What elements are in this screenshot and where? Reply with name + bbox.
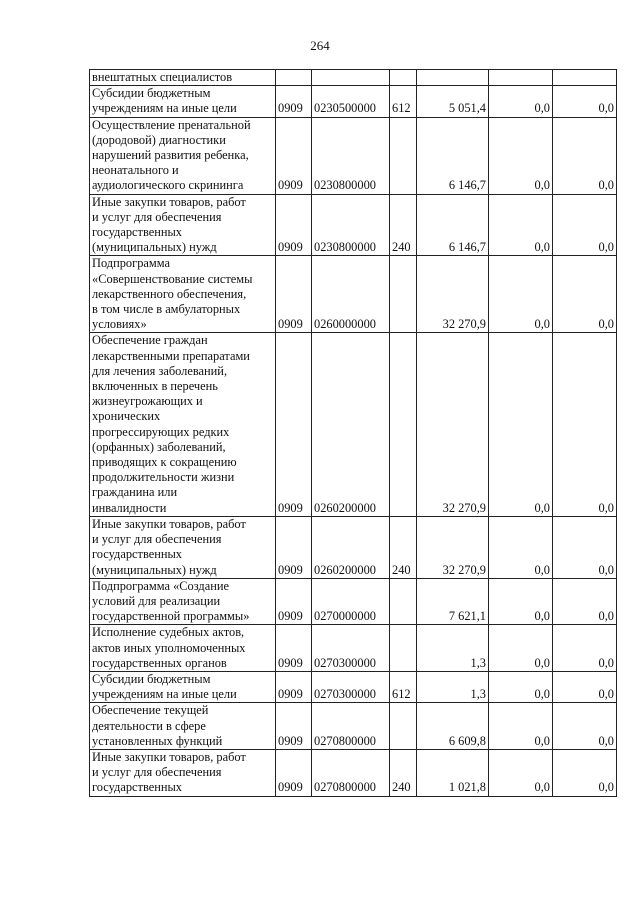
expense-type-cell: 612 bbox=[390, 671, 417, 702]
year3-amount-cell: 0,0 bbox=[553, 117, 617, 194]
item-name-line: Иные закупки товаров, работ bbox=[92, 516, 246, 531]
item-name-line: Иные закупки товаров, работ bbox=[92, 749, 246, 764]
expense-type-cell: 240 bbox=[390, 516, 417, 578]
year2-amount-cell: 0,0 bbox=[489, 749, 553, 796]
year2-amount-cell: 0,0 bbox=[489, 333, 553, 516]
item-name-line: государственных органов bbox=[92, 655, 227, 670]
year3-amount-cell: 0,0 bbox=[553, 671, 617, 702]
target-article-cell: 0270800000 bbox=[312, 749, 390, 796]
item-name-line: Субсидии бюджетным bbox=[92, 86, 211, 101]
item-name-cell bbox=[90, 70, 276, 86]
item-name-line: лекарственными препаратами bbox=[92, 348, 250, 363]
year3-amount-cell: 0,0 bbox=[553, 516, 617, 578]
year3-amount-cell: 0,0 bbox=[553, 333, 617, 516]
year2-amount-cell: 0,0 bbox=[489, 86, 553, 117]
item-name-line: актов иных уполномоченных bbox=[92, 640, 246, 655]
table-row bbox=[90, 625, 617, 672]
amount-cell: 1,3 bbox=[417, 671, 489, 702]
table-row bbox=[90, 333, 617, 516]
expense-type-cell bbox=[390, 70, 417, 86]
section-code-cell: 0909 bbox=[276, 256, 312, 333]
section-code-cell: 0909 bbox=[276, 578, 312, 625]
item-name-cell bbox=[90, 625, 276, 672]
table-row bbox=[90, 117, 617, 194]
item-name-line: государственной программы» bbox=[92, 609, 250, 624]
year3-amount-cell: 0,0 bbox=[553, 256, 617, 333]
target-article-cell: 0230800000 bbox=[312, 194, 390, 256]
item-name-cell bbox=[90, 117, 276, 194]
item-name-line: инвалидности bbox=[92, 500, 167, 515]
item-name-cell bbox=[90, 749, 276, 796]
section-code-cell: 0909 bbox=[276, 625, 312, 672]
section-code-cell: 0909 bbox=[276, 671, 312, 702]
item-name-cell bbox=[90, 703, 276, 750]
target-article-cell: 0260200000 bbox=[312, 516, 390, 578]
section-code-cell: 0909 bbox=[276, 333, 312, 516]
item-name-line: и услуг для обеспечения bbox=[92, 765, 222, 780]
page-number: 264 bbox=[310, 38, 330, 53]
expense-type-cell: 240 bbox=[390, 194, 417, 256]
expense-type-cell: 612 bbox=[390, 86, 417, 117]
year3-amount-cell: 0,0 bbox=[553, 703, 617, 750]
section-code-cell: 0909 bbox=[276, 194, 312, 256]
item-name-line: учреждениям на иные цели bbox=[92, 101, 237, 116]
item-name-line: приводящих к сокращению bbox=[92, 455, 237, 470]
item-name-line: Подпрограмма «Создание bbox=[92, 578, 229, 593]
item-name-line: учреждениям на иные цели bbox=[92, 687, 237, 702]
item-name-line: Подпрограмма bbox=[92, 256, 170, 271]
expense-type-cell bbox=[390, 625, 417, 672]
year3-amount-cell: 0,0 bbox=[553, 194, 617, 256]
expense-type-cell bbox=[390, 256, 417, 333]
amount-cell: 32 270,9 bbox=[417, 256, 489, 333]
section-code-cell: 0909 bbox=[276, 516, 312, 578]
year2-amount-cell: 0,0 bbox=[489, 256, 553, 333]
section-code-cell: 0909 bbox=[276, 86, 312, 117]
year2-amount-cell: 0,0 bbox=[489, 578, 553, 625]
expense-type-cell bbox=[390, 578, 417, 625]
item-name-line: лекарственного обеспечения, bbox=[92, 286, 247, 301]
amount-cell: 6 609,8 bbox=[417, 703, 489, 750]
target-article-cell: 0230800000 bbox=[312, 117, 390, 194]
expense-type-cell bbox=[390, 333, 417, 516]
year2-amount-cell: 0,0 bbox=[489, 117, 553, 194]
target-article-cell: 0260000000 bbox=[312, 256, 390, 333]
section-code-cell: 0909 bbox=[276, 703, 312, 750]
section-code-cell: 0909 bbox=[276, 117, 312, 194]
item-name-line: жизнеугрожающих и bbox=[92, 394, 203, 409]
expense-type-cell bbox=[390, 117, 417, 194]
item-name-cell bbox=[90, 516, 276, 578]
expense-type-cell: 240 bbox=[390, 749, 417, 796]
item-name-line: в том числе в амбулаторных bbox=[92, 302, 241, 317]
item-name-line: (орфанных) заболеваний, bbox=[92, 439, 226, 454]
item-name-line: хронических bbox=[92, 409, 161, 424]
year3-amount-cell: 0,0 bbox=[553, 625, 617, 672]
table-row bbox=[90, 70, 617, 86]
budget-table bbox=[89, 69, 617, 797]
item-name-line: неонатального и bbox=[92, 163, 179, 178]
amount-cell: 32 270,9 bbox=[417, 516, 489, 578]
amount-cell: 6 146,7 bbox=[417, 194, 489, 256]
year3-amount-cell: 0,0 bbox=[553, 578, 617, 625]
amount-cell: 1 021,8 bbox=[417, 749, 489, 796]
target-article-cell: 0270000000 bbox=[312, 578, 390, 625]
year3-amount-cell bbox=[553, 70, 617, 86]
table-row bbox=[90, 86, 617, 117]
item-name-cell bbox=[90, 578, 276, 625]
amount-cell: 5 051,4 bbox=[417, 86, 489, 117]
table-row bbox=[90, 256, 617, 333]
item-name-line: Исполнение судебных актов, bbox=[92, 625, 245, 640]
item-name-line: для лечения заболеваний, bbox=[92, 363, 228, 378]
amount-cell: 1,3 bbox=[417, 625, 489, 672]
item-name-line: аудиологического скрининга bbox=[92, 178, 244, 193]
item-name-cell bbox=[90, 333, 276, 516]
item-name-line: Осуществление пренатальной bbox=[92, 117, 251, 132]
expense-type-cell bbox=[390, 703, 417, 750]
year2-amount-cell: 0,0 bbox=[489, 625, 553, 672]
item-name-line: Иные закупки товаров, работ bbox=[92, 194, 246, 209]
item-name-line: государственных bbox=[92, 780, 183, 795]
year2-amount-cell bbox=[489, 70, 553, 86]
year2-amount-cell: 0,0 bbox=[489, 194, 553, 256]
amount-cell: 32 270,9 bbox=[417, 333, 489, 516]
item-name-cell bbox=[90, 194, 276, 256]
amount-cell: 6 146,7 bbox=[417, 117, 489, 194]
item-name-line: установленных функций bbox=[92, 733, 223, 748]
item-name-line: условиях» bbox=[92, 317, 147, 332]
item-name-line: (муниципальных) нужд bbox=[92, 562, 217, 577]
item-name-line: деятельности в сфере bbox=[92, 718, 206, 733]
year2-amount-cell: 0,0 bbox=[489, 516, 553, 578]
target-article-cell bbox=[312, 70, 390, 86]
item-name-line: внештатных специалистов bbox=[92, 70, 233, 84]
item-name-line: государственных bbox=[92, 225, 183, 240]
target-article-cell: 0270300000 bbox=[312, 671, 390, 702]
amount-cell: 7 621,1 bbox=[417, 578, 489, 625]
section-code-cell bbox=[276, 70, 312, 86]
item-name-line: условий для реализации bbox=[92, 593, 221, 608]
amount-cell bbox=[417, 70, 489, 86]
year3-amount-cell: 0,0 bbox=[553, 749, 617, 796]
item-name-cell bbox=[90, 671, 276, 702]
target-article-cell: 0230500000 bbox=[312, 86, 390, 117]
item-name-line: (дородовой) диагностики bbox=[92, 132, 226, 147]
table-row bbox=[90, 578, 617, 625]
year3-amount-cell: 0,0 bbox=[553, 86, 617, 117]
item-name-line: Обеспечение текущей bbox=[92, 703, 209, 718]
table-row bbox=[90, 671, 617, 702]
target-article-cell: 0260200000 bbox=[312, 333, 390, 516]
item-name-line: (муниципальных) нужд bbox=[92, 240, 217, 255]
item-name-cell bbox=[90, 86, 276, 117]
table-row bbox=[90, 749, 617, 796]
year2-amount-cell: 0,0 bbox=[489, 671, 553, 702]
item-name-line: нарушений развития ребенка, bbox=[92, 148, 249, 163]
table-row bbox=[90, 194, 617, 256]
item-name-line: продолжительности жизни bbox=[92, 470, 235, 485]
item-name-line: Обеспечение граждан bbox=[92, 333, 208, 348]
item-name-line: и услуг для обеспечения bbox=[92, 532, 222, 547]
item-name-line: Субсидии бюджетным bbox=[92, 671, 211, 686]
target-article-cell: 0270800000 bbox=[312, 703, 390, 750]
item-name-line: «Совершенствование системы bbox=[92, 271, 253, 286]
table-row bbox=[90, 516, 617, 578]
item-name-line: гражданина или bbox=[92, 485, 178, 500]
item-name-line: и услуг для обеспечения bbox=[92, 209, 222, 224]
table-row bbox=[90, 703, 617, 750]
year2-amount-cell: 0,0 bbox=[489, 703, 553, 750]
item-name-line: прогрессирующих редких bbox=[92, 424, 230, 439]
item-name-line: включенных в перечень bbox=[92, 379, 218, 394]
target-article-cell: 0270300000 bbox=[312, 625, 390, 672]
section-code-cell: 0909 bbox=[276, 749, 312, 796]
item-name-cell bbox=[90, 256, 276, 333]
item-name-line: государственных bbox=[92, 547, 183, 562]
